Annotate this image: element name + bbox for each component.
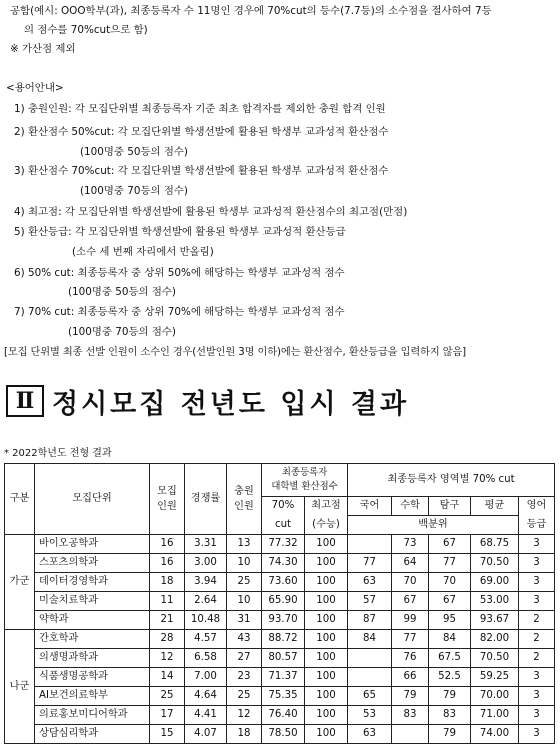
- cell-unit: 상담심리학과: [35, 725, 150, 744]
- cell-ratio: 4.64: [185, 687, 227, 706]
- cell-max: 100: [305, 725, 348, 744]
- table-row: [5, 649, 555, 668]
- cell-quota: 14: [150, 668, 185, 687]
- cell-math: 73: [392, 535, 429, 554]
- cell-ratio: 10.48: [185, 611, 227, 630]
- intro-line-2: 의 점수를 70%cut으로 함): [24, 24, 148, 36]
- cell-extra: 10: [227, 554, 262, 573]
- cell-avg: 82.00: [471, 630, 519, 649]
- cell-quota: 16: [150, 535, 185, 554]
- cell-extra: 10: [227, 592, 262, 611]
- cell-math: 67: [392, 592, 429, 611]
- cell-inquiry: 83: [429, 706, 471, 725]
- cell-cut70: 73.60: [262, 573, 305, 592]
- cell-unit: 간호학과: [35, 630, 150, 649]
- cell-avg: 74.00: [471, 725, 519, 744]
- cell-extra: 12: [227, 706, 262, 725]
- glossary-item-note: (100명중 50등의 점수): [80, 146, 188, 158]
- admission-results-table: [4, 463, 555, 744]
- cell-korean: [348, 535, 392, 554]
- cell-english: 2: [519, 649, 555, 668]
- cell-korean: [348, 668, 392, 687]
- cell-cut70: 65.90: [262, 592, 305, 611]
- cell-korean: 87: [348, 611, 392, 630]
- cell-unit: 데이터경영학과: [35, 573, 150, 592]
- intro-footnote: ※ 가산점 제외: [10, 43, 76, 55]
- cell-math: 70: [392, 573, 429, 592]
- cell-max: 100: [305, 554, 348, 573]
- cell-math: 77: [392, 630, 429, 649]
- cell-avg: 70.00: [471, 687, 519, 706]
- cell-math: 76: [392, 649, 429, 668]
- glossary-item: 1) 충원인원: 각 모집단위별 최종등록자 기준 최초 합격자를 제외한 충원 합격 인원: [14, 103, 386, 115]
- cell-math: 66: [392, 668, 429, 687]
- header-math: 수학: [392, 497, 429, 516]
- cell-korean: 57: [348, 592, 392, 611]
- cell-english: 2: [519, 611, 555, 630]
- glossary-item: 2) 환산점수 50%cut: 각 모집단위별 학생선발에 활용된 학생부 교과성적 환산점수: [14, 126, 389, 138]
- cell-cut70: 78.50: [262, 725, 305, 744]
- table-row: [5, 535, 555, 554]
- cell-quota: 28: [150, 630, 185, 649]
- table-caption: * 2022학년도 전형 결과: [4, 448, 112, 459]
- cell-inquiry: 67: [429, 535, 471, 554]
- glossary-title: <용어안내>: [6, 82, 64, 94]
- table-row: [5, 706, 555, 725]
- cell-ratio: 3.00: [185, 554, 227, 573]
- cell-english: 3: [519, 668, 555, 687]
- cell-extra: 25: [227, 687, 262, 706]
- header-unit: 모집단위: [35, 464, 150, 535]
- header-inquiry: 탐구: [429, 497, 471, 516]
- cell-korean: [348, 649, 392, 668]
- cell-ratio: 4.07: [185, 725, 227, 744]
- header-cut70-sub: cut: [262, 516, 305, 535]
- cell-max: 100: [305, 706, 348, 725]
- header-max: 최고점: [305, 497, 348, 516]
- header-percentile: 백분위: [348, 516, 519, 535]
- cell-unit: 약학과: [35, 611, 150, 630]
- cell-ratio: 2.64: [185, 592, 227, 611]
- cell-korean: 53: [348, 706, 392, 725]
- cell-inquiry: 70: [429, 573, 471, 592]
- cell-max: 100: [305, 687, 348, 706]
- cell-inquiry: 77: [429, 554, 471, 573]
- cell-quota: 25: [150, 687, 185, 706]
- cell-max: 100: [305, 668, 348, 687]
- table-row: [5, 668, 555, 687]
- cell-english: 3: [519, 592, 555, 611]
- cell-cut70: 75.35: [262, 687, 305, 706]
- cell-avg: 71.00: [471, 706, 519, 725]
- cell-english: 3: [519, 706, 555, 725]
- glossary-item: 4) 최고점: 각 모집단위별 학생선발에 활용된 학생부 교과성적 환산점수의 최고점(만점): [14, 206, 408, 218]
- cell-inquiry: 79: [429, 725, 471, 744]
- cell-inquiry: 95: [429, 611, 471, 630]
- header-quota: 모집 인원: [150, 464, 185, 535]
- cell-avg: 69.00: [471, 573, 519, 592]
- cell-extra: 18: [227, 725, 262, 744]
- cell-quota: 21: [150, 611, 185, 630]
- glossary-item: 3) 환산점수 70%cut: 각 모집단위별 학생선발에 활용된 학생부 교과성적 환산점수: [14, 165, 389, 177]
- cell-quota: 17: [150, 706, 185, 725]
- cell-korean: 63: [348, 573, 392, 592]
- cell-english: 3: [519, 687, 555, 706]
- cell-english: 2: [519, 630, 555, 649]
- cell-unit: 미술치료학과: [35, 592, 150, 611]
- cell-inquiry: 67.5: [429, 649, 471, 668]
- cell-max: 100: [305, 592, 348, 611]
- header-english-sub: 등급: [519, 516, 555, 535]
- cell-cut70: 80.57: [262, 649, 305, 668]
- cell-cut70: 71.37: [262, 668, 305, 687]
- cell-korean: 77: [348, 554, 392, 573]
- cell-avg: 59.25: [471, 668, 519, 687]
- cell-quota: 16: [150, 554, 185, 573]
- cell-korean: 84: [348, 630, 392, 649]
- glossary-item: 5) 환산등급: 각 모집단위별 학생선발에 활용된 학생부 교과성적 환산등급: [14, 226, 346, 238]
- selection-notice: [모집 단위별 최종 선발 인원이 소수인 경우(선발인원 3명 이하)에는 환산점수, 환산등급을 입력하지 않음]: [4, 347, 467, 358]
- header-ratio: 경쟁률: [185, 464, 227, 535]
- cell-korean: 65: [348, 687, 392, 706]
- cell-math: 99: [392, 611, 429, 630]
- cell-extra: 25: [227, 573, 262, 592]
- cell-quota: 15: [150, 725, 185, 744]
- cell-cut70: 74.30: [262, 554, 305, 573]
- group-label: 나군: [5, 630, 35, 744]
- table-row: [5, 573, 555, 592]
- glossary-item: 6) 50% cut: 최종등록자 중 상위 50%에 해당하는 학생부 교과성적 점수: [14, 267, 345, 279]
- cell-max: 100: [305, 535, 348, 554]
- cell-cut70: 93.70: [262, 611, 305, 630]
- cell-inquiry: 67: [429, 592, 471, 611]
- header-avg: 평균: [471, 497, 519, 516]
- cell-inquiry: 84: [429, 630, 471, 649]
- cell-unit: 스포츠의학과: [35, 554, 150, 573]
- cell-unit: 의생명과학과: [35, 649, 150, 668]
- header-group: 구분: [5, 464, 35, 535]
- cell-extra: 23: [227, 668, 262, 687]
- cell-korean: 63: [348, 725, 392, 744]
- header-final-score: 최종등록자 대학별 환산점수: [262, 464, 348, 497]
- cell-inquiry: 79: [429, 687, 471, 706]
- cell-cut70: 88.72: [262, 630, 305, 649]
- cell-math: 64: [392, 554, 429, 573]
- table-row: [5, 725, 555, 744]
- cell-english: 3: [519, 725, 555, 744]
- cell-quota: 18: [150, 573, 185, 592]
- table-row: [5, 592, 555, 611]
- cell-extra: 27: [227, 649, 262, 668]
- cell-english: 3: [519, 573, 555, 592]
- cell-ratio: 4.57: [185, 630, 227, 649]
- cell-english: 3: [519, 554, 555, 573]
- cell-ratio: 4.41: [185, 706, 227, 725]
- glossary-item-note: (100명중 50등의 점수): [68, 286, 176, 298]
- cell-avg: 68.75: [471, 535, 519, 554]
- header-cut70: 70%: [262, 497, 305, 516]
- glossary-item-note: (소수 세 번째 자리에서 반올림): [72, 246, 214, 258]
- cell-english: 3: [519, 535, 555, 554]
- cell-avg: 70.50: [471, 649, 519, 668]
- cell-unit: 의료홍보미디어학과: [35, 706, 150, 725]
- table-row: [5, 554, 555, 573]
- cell-max: 100: [305, 649, 348, 668]
- cell-quota: 11: [150, 592, 185, 611]
- section-heading: [6, 381, 409, 421]
- section-title: 정시모집 전년도 입시 결과: [52, 388, 410, 420]
- section-numeral: Ⅱ: [6, 385, 44, 417]
- header-max-sub: (수능): [305, 516, 348, 535]
- table-row: [5, 611, 555, 630]
- cell-inquiry: 52.5: [429, 668, 471, 687]
- intro-line-1: 공함(예시: OOO학부(과), 최종등록자 수 11명인 경우에 70%cut의 등수(7.7등)의 소수점을 절사하여 7등: [10, 5, 492, 17]
- cell-ratio: 7.00: [185, 668, 227, 687]
- cell-cut70: 77.32: [262, 535, 305, 554]
- cell-max: 100: [305, 573, 348, 592]
- cell-unit: 바이오공학과: [35, 535, 150, 554]
- header-extra: 충원 인원: [227, 464, 262, 535]
- cell-math: 79: [392, 687, 429, 706]
- cell-extra: 43: [227, 630, 262, 649]
- cell-avg: 93.67: [471, 611, 519, 630]
- cell-ratio: 3.31: [185, 535, 227, 554]
- cell-unit: AI보건의료학부: [35, 687, 150, 706]
- group-label: 가군: [5, 535, 35, 630]
- header-area-cut: 최종등록자 영역별 70% cut: [348, 464, 555, 497]
- header-english: 영어: [519, 497, 555, 516]
- cell-ratio: 6.58: [185, 649, 227, 668]
- cell-extra: 13: [227, 535, 262, 554]
- glossary-item-note: (100명중 70등의 점수): [68, 326, 176, 338]
- glossary-item: 7) 70% cut: 최종등록자 중 상위 70%에 해당하는 학생부 교과성적 점수: [14, 306, 345, 318]
- cell-unit: 식품생명공학과: [35, 668, 150, 687]
- cell-math: 83: [392, 706, 429, 725]
- cell-max: 100: [305, 630, 348, 649]
- header-korean: 국어: [348, 497, 392, 516]
- cell-math: [392, 725, 429, 744]
- table-row: [5, 687, 555, 706]
- cell-avg: 53.00: [471, 592, 519, 611]
- cell-cut70: 76.40: [262, 706, 305, 725]
- cell-avg: 70.50: [471, 554, 519, 573]
- cell-extra: 31: [227, 611, 262, 630]
- glossary-item-note: (100명중 70등의 점수): [80, 185, 188, 197]
- table-row: [5, 630, 555, 649]
- cell-quota: 12: [150, 649, 185, 668]
- cell-max: 100: [305, 611, 348, 630]
- cell-ratio: 3.94: [185, 573, 227, 592]
